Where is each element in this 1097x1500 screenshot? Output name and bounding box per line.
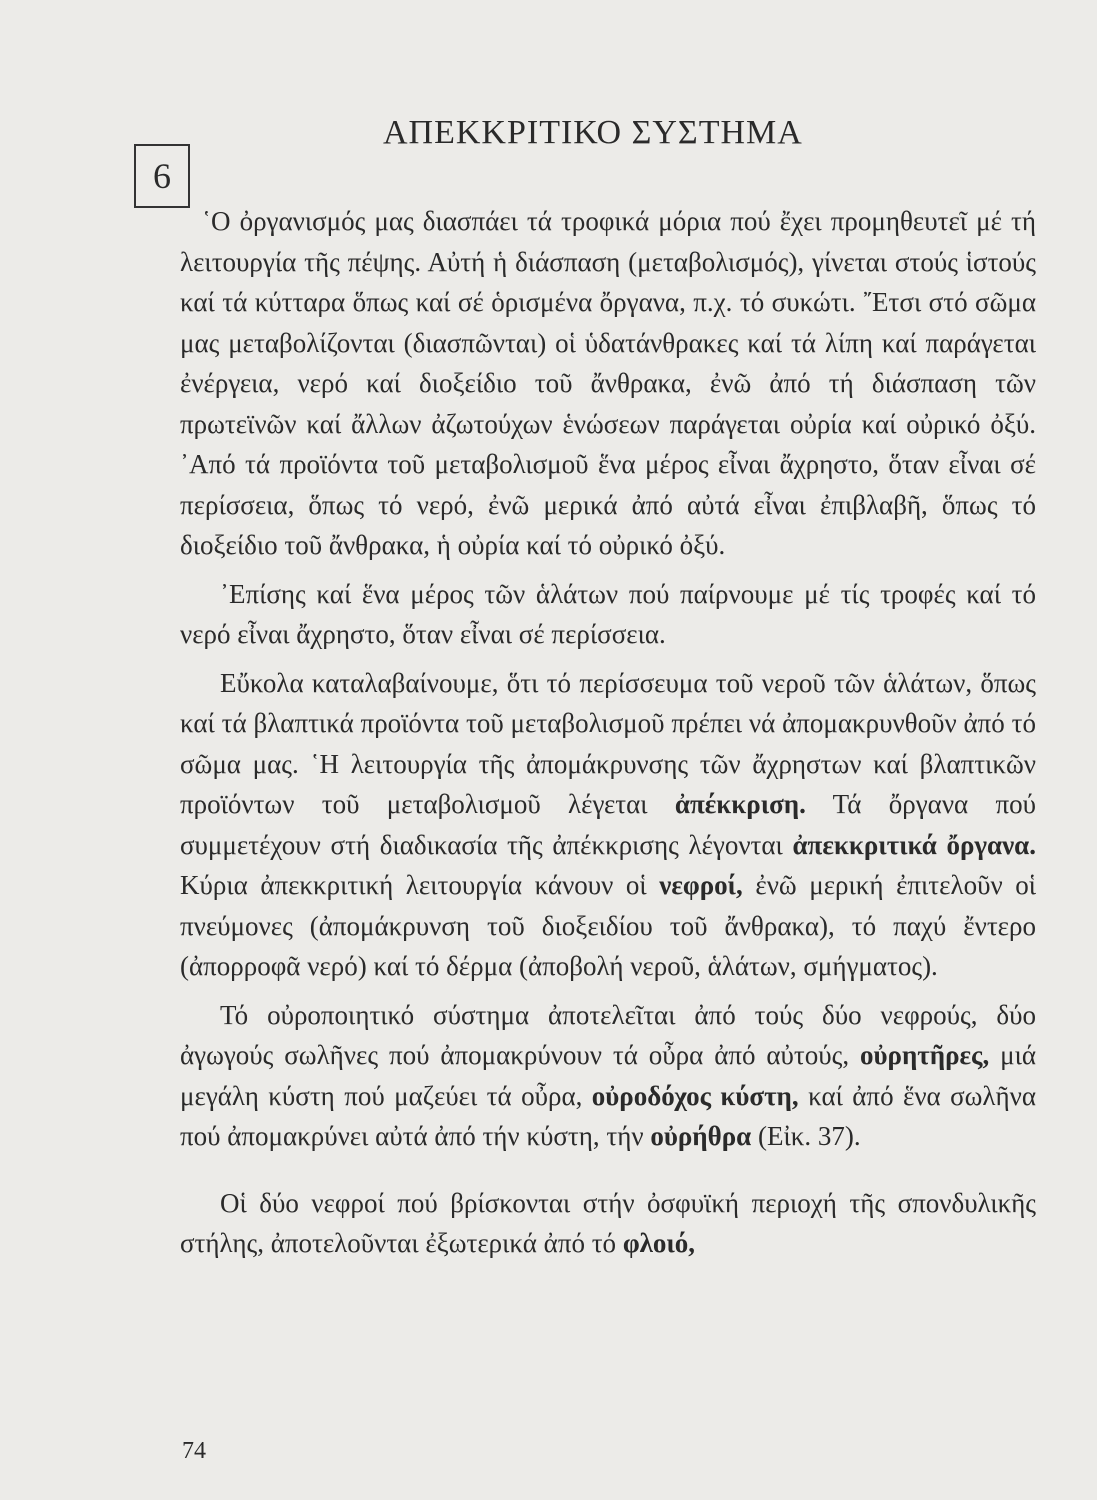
- paragraph-3-text-2: Τά ὄργανα πού συμμετέχουν στή διαδικασία τῆς ἀπέκκρισης λέγονται: [180, 789, 1036, 860]
- paragraph-4-text-3: καί ἀπό ἕνα σωλῆνα πού ἀπομακρύνει αὐτά ἀπό τήν κύστη, τήν: [180, 1080, 1036, 1151]
- paragraph-4-text-1: Τό οὐροποιητικό σύστημα ἀποτελεῖται ἀπό τούς δύο νεφρούς, δύο ἀγωγούς σωλῆνες πού ἀπομακρύνουν τά οὖρα ἀπό αὐτούς,: [180, 999, 1036, 1070]
- term-nefroi: νεφροί,: [659, 870, 743, 900]
- paragraph-3-text-1: Εὔκολα καταλαβαίνουμε, ὅτι τό περίσσευμα τοῦ νεροῦ τῶν ἁλάτων, ὅπως καί τά βλαπτικά προϊόντα τοῦ μεταβολισμοῦ πρέπει νά ἀπομακρυνθοῦν ἀπό τό σῶμα μας. ῾Η λειτουργία τῆς ἀπομάκρυνσης τῶν ἄχρηστων καί βλαπτικῶν προϊόντων τοῦ μεταβολισμοῦ λέγεται: [180, 667, 1036, 819]
- term-apekkritika-organa: ἀπεκκριτικά ὄργανα.: [792, 829, 1036, 860]
- paragraph-3-text-4: ἐνῶ μερική ἐπιτελοῦν οἱ πνεύμονες (ἀπομάκρυνση τοῦ διοξειδίου τοῦ ἄνθρακα), τό παχύ ἔντερο (ἀπορροφᾶ νερό) καί τό δέρμα (ἀποβολή νεροῦ, ἁλάτων, σμήγματος).: [180, 870, 1036, 981]
- term-ouritires: οὐρητῆρες,: [860, 1040, 990, 1070]
- chapter-number: 6: [153, 156, 171, 196]
- chapter-title: ΑΠΕΚΚΡΙΤΙΚΟ ΣΥΣΤΗΜΑ: [383, 114, 803, 151]
- paragraph-4: [180, 995, 1036, 1157]
- paragraph-5-text-1: Οἱ δύο νεφροί πού βρίσκονται στήν ὀσφυϊκή περιοχή τῆς σπονδυλικῆς στήλης, ἀποτελοῦνται ἐξωτερικά ἀπό τό: [180, 1187, 1036, 1258]
- paragraph-3: [180, 663, 1036, 987]
- page-number: 74: [182, 1438, 206, 1464]
- paragraph-4-text-4: (Εἰκ. 37).: [751, 1121, 861, 1151]
- paragraph-2: ᾿Επίσης καί ἕνα μέρος τῶν ἁλάτων πού παίρνουμε μέ τίς τροφές καί τό νερό εἶναι ἄχρηστο, ὅταν εἶναι σέ περίσσεια.: [180, 578, 1036, 649]
- paragraph-4-text-2: μιά μεγάλη κύστη πού μαζεύει τά οὖρα,: [180, 1040, 1037, 1111]
- paragraph-5: [180, 1183, 1036, 1264]
- chapter-number-box: [134, 144, 190, 208]
- term-ourithra: οὐρήθρα: [650, 1121, 752, 1151]
- body-text: [180, 201, 1036, 1264]
- term-apekkrisi: ἀπέκκριση.: [674, 789, 806, 819]
- paragraph-3-text-3: Κύρια ἀπεκκριτική λειτουργία κάνουν οἱ: [180, 870, 660, 900]
- paragraph-1: ῾Ο ὀργανισμός μας διασπάει τά τροφικά μόρια πού ἔχει προμηθευτεῖ μέ τή λειτουργία τῆς πέψης. Αὐτή ἡ διάσπαση (μεταβολισμός), γίνεται στούς ἱστούς καί τά κύτταρα ὅπως καί σέ ὁρισμένα ὄργανα, π.χ. τό συκώτι. ῎Ετσι στό σῶμα μας μεταβολίζονται (διασπῶνται) οἱ ὑδατάνθρακες καί τά λίπη καί παράγεται ἐνέργεια, νερό καί διοξείδιο τοῦ ἄνθρακα, ἐνῶ ἀπό τή διάσπαση τῶν πρωτεϊνῶν καί ἄλλων ἀζωτούχων ἑνώσεων παράγεται οὐρία καί οὐρικό ὀξύ. ᾿Από τά προϊόντα τοῦ μεταβολισμοῦ ἕνα μέρος εἶναι ἄχρηστο, ὅταν εἶναι σέ περίσσεια, ὅπως τό νερό, ἐνῶ μερικά ἀπό αὐτά εἶναι ἐπιβλαβῆ, ὅπως τό διοξείδιο τοῦ ἄνθρακα, ἡ οὐρία καί τό οὐρικό ὀξύ.: [180, 206, 1036, 560]
- term-ourodochos-kysti: οὐροδόχος κύστη,: [591, 1080, 799, 1111]
- term-floios: φλοιό,: [622, 1228, 696, 1258]
